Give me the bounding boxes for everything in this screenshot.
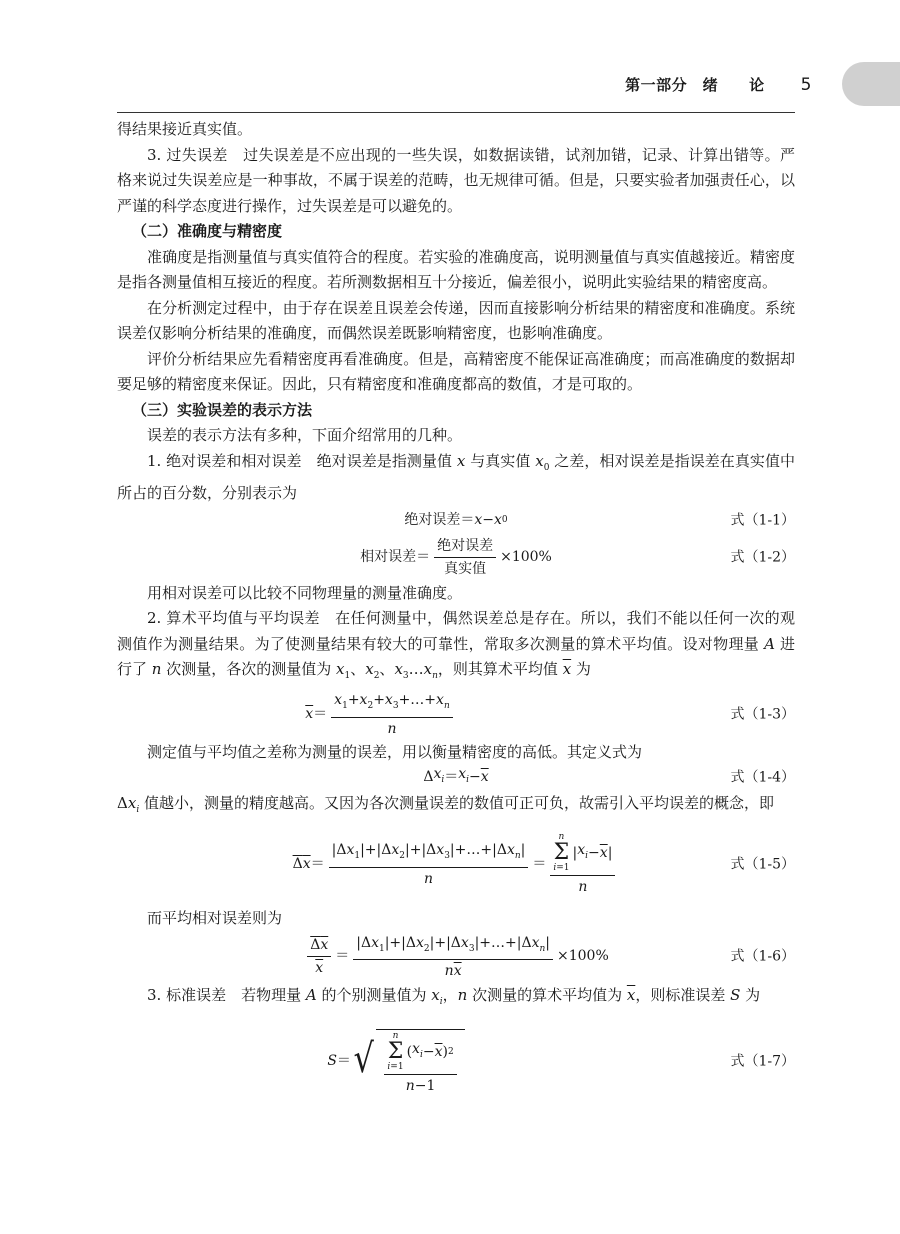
- equation-number: 式（1-3）: [730, 705, 795, 722]
- equation-1-5: Δx ＝ $\frac{|\Delta x_1|+|\Delta x_2|+|\Delta x_3|+\dots+|\Delta x_n|}{n}$ ＝ n Σ i=1 | $x_i$ − $\overline{x}$ | n 式（1-5）: [292, 832, 795, 895]
- paragraph: 3. 标准误差 若物理量 A 的个别测量值为 $x_i$，n 次测量的算术平均值为 $\overline{x}$，则标准误差 S 为: [147, 986, 761, 1007]
- paragraph: 2. 算术平均值与平均误差 在任何测量中，偶然误差总是存在。所以，我们不能以任何一次的观测值作为测量结果。为了使测量结果有较大的可靠性，常取多次测量的算术平均值。设对物理量 A 进行了 n 次测量，各次的测量值为 $x_1$、$x_2$、$x_3\dots x_n$，则其算术平均值 $\overline{x}$ 为: [117, 609, 795, 681]
- header-rule: [117, 112, 795, 113]
- section-heading: （二）准确度与精密度: [132, 222, 283, 240]
- paragraph: 得结果接近真实值。: [117, 120, 253, 138]
- equation-1-7: S ＝ √ n Σ i=1 ( $x_i$ − $\overline{x}$ ) 2 n−1 式（1-7）: [327, 1030, 795, 1094]
- page-body: [117, 117, 795, 1108]
- paragraph: 1. 绝对误差和相对误差 绝对误差是指测量值 x 与真实值 $x_0$ 之差，相对误差是指误差在真实值中所占的百分数，分别表示为: [117, 451, 795, 502]
- equation-1-6: $\frac{\Delta x}{x}$ ＝ $\frac{|\Delta x_1|+|\Delta x_2|+|\Delta x_3|+\dots+|\Delta x_n|}{n\overline{x}}$ ×100% 式（1-6）: [117, 931, 795, 983]
- page-number: 5: [800, 75, 812, 95]
- paragraph: 准确度是指测量值与真实值符合的程度。若实验的准确度高，说明测量值与真实值越接近。精密度是指各测量值相互接近的程度。若所测数据相互十分接近，偏差很小，说明此实验结果的精密度高。: [117, 247, 795, 291]
- equation-number: 式（1-6）: [730, 948, 795, 965]
- equation-number: 式（1-2）: [730, 548, 795, 565]
- paragraph: 用相对误差可以比较不同物理量的测量准确度。: [147, 583, 463, 602]
- equation-number: 式（1-5）: [730, 855, 795, 872]
- paragraph: 测定值与平均值之差称为测量的误差，用以衡量精密度的高低。其定义式为: [147, 742, 643, 761]
- equation-number: 式（1-1）: [730, 511, 795, 528]
- paragraph: $\Delta x_i$ 值越小，测量的精度越高。又因为各次测量误差的数值可正可负，故需引入平均误差的概念，即: [117, 794, 774, 815]
- paragraph: 评价分析结果应先看精密度再看准确度。但是，高精密度不能保证高准确度；而高准确度的数据却要足够的精密度来保证。因此，只有精密度和准确度都高的数值，才是可取的。: [117, 349, 795, 393]
- section-heading: （三）实验误差的表示方法: [132, 400, 313, 419]
- equation-1-2: 相对误差＝ $\frac{\text{绝对误差}}{\text{真实值}}$ ×100% 式（1-2）: [360, 538, 795, 577]
- equation-1-3: $\overline{x}$ ＝ $\frac{x_1+x_2+x_3+\dots+x_n}{n}$ 式（1-3）: [305, 692, 795, 737]
- paragraph: 误差的表示方法有多种，下面介绍常用的几种。: [147, 426, 463, 444]
- running-header: [0, 74, 812, 95]
- page-edge-tab: [842, 62, 900, 106]
- paragraph: 而平均相对误差则为: [147, 908, 283, 927]
- equation-1-4: Δ $x_i$ ＝ $x_i$ − $\overline{x}$ 式（1-4）: [117, 765, 795, 791]
- equation-1-1: 绝对误差＝ x − x 0 式（1-1）: [117, 507, 795, 535]
- paragraph: 3. 过失误差 过失误差是不应出现的一些失误，如数据读错，试剂加错，记录、计算出错等。严格来说过失误差应是一种事故，不属于误差的范畴，也无规律可循。但是，只要实验者加强责任心，以严谨的科学态度进行操作，过失误差是可以避免的。: [117, 145, 795, 215]
- header-title: 第一部分 绪 论: [625, 76, 765, 94]
- paragraph: 在分析测定过程中，由于存在误差且误差会传递，因而直接影响分析结果的精密度和准确度。系统误差仅影响分析结果的准确度，而偶然误差既影响精密度，也影响准确度。: [117, 298, 795, 342]
- equation-number: 式（1-4）: [730, 769, 795, 786]
- equation-number: 式（1-7）: [730, 1052, 795, 1069]
